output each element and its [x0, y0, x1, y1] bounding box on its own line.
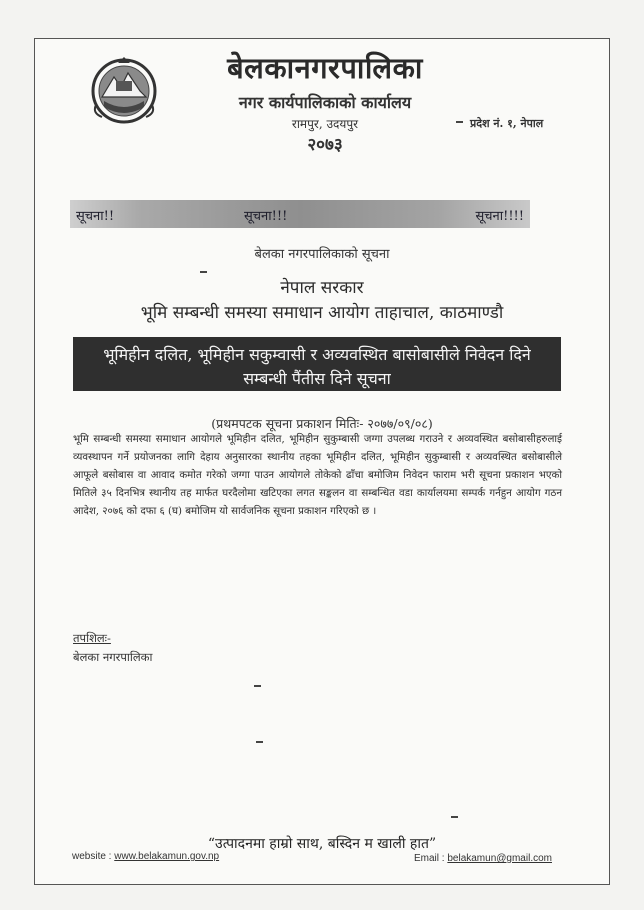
notice-body: भूमि सम्बन्धी समस्या समाधान आयोगले भूमिहीन दलित, भूमिहीन सुकुम्बासी जग्गा उपलब्ध गराउने र अव्यवस्थित बसोबासीहरुलाई व्यवस्थापन गर्ने प्रयोजनका लागि देहाय अनुसारका स्थानीय तहका भूमिहीन दलित, भूमिहीन सुकुम्बासी र अव्यवस्थित बसोबासीले आफूले बसोबास वा आवाद कमोत गरेको जग्गा पाउन आयोगले तोकेको ढाँचा बमोजिम निवेदन फाराम भरी सूचना प्रकाशन भएको मितिले ३५ दिनभित्र स्थानीय तह मार्फत घरदैलोमा खटिएका लगत सङ्कलन वा सम्बन्धित वडा कार्यालयमा सम्पर्क गर्नहुन आयोग गठन आदेश, २०७६ को दफा ६ (घ) बमोजिम यो सार्वजनिक सूचना प्रकाशन गरिएको छ ।	[73, 434, 562, 517]
notice-banner-left: सूचना!!	[76, 209, 115, 224]
province-label: प्रदेश नं. १, नेपाल	[470, 117, 544, 130]
website-link[interactable]: www.belakamun.gov.np	[114, 851, 220, 862]
details-label: तपशिलः-	[73, 631, 111, 645]
headline-line-1: भूमिहीन दलित, भूमिहीन सकुम्वासी र अव्यवस्थित बासोबासीले निवेदन दिने	[103, 345, 531, 364]
website-label: website :	[72, 851, 115, 862]
email-link[interactable]: belakamun@gmail.com	[447, 853, 552, 864]
footer-website	[72, 851, 219, 862]
notice-banner	[70, 200, 530, 228]
scan-speck	[456, 121, 463, 123]
notice-banner-center: सूचना!!!	[244, 209, 288, 224]
scan-speck	[254, 685, 261, 687]
headline-box	[73, 337, 561, 391]
footer-email	[414, 853, 552, 864]
details-value: बेलका नगरपालिका	[73, 650, 153, 664]
municipality-name: बेलकानगरपालिका	[227, 51, 423, 85]
scan-speck	[256, 741, 263, 743]
government-heading: नेपाल सरकार	[280, 278, 364, 298]
email-label: Email :	[414, 853, 448, 864]
notice-banner-right: सूचना!!!!	[475, 209, 524, 224]
publication-date: (प्रथमपटक सूचना प्रकाशन मितिः- २०७७/०९/०८)	[211, 416, 433, 431]
footer-slogan: “उत्पादनमा हाम्रो साथ, बस्दिन म खाली हात”	[207, 836, 437, 852]
notice-title: बेलका नगरपालिकाको सूचना	[254, 247, 390, 262]
nepal-emblem-logo	[88, 55, 160, 125]
scan-speck	[200, 271, 207, 273]
commission-heading: भूमि सम्बन्धी समस्या समाधान आयोग ताहाचाल, काठमाण्डौ	[140, 303, 504, 323]
scan-speck	[451, 816, 458, 818]
headline-line-2: सम्बन्धी पैंतीस दिने सूचना	[243, 369, 391, 388]
office-name: नगर कार्यपालिकाको कार्यालय	[238, 93, 412, 112]
office-address: रामपुर, उदयपुर	[291, 117, 359, 131]
establishment-year: २०७३	[307, 135, 343, 155]
